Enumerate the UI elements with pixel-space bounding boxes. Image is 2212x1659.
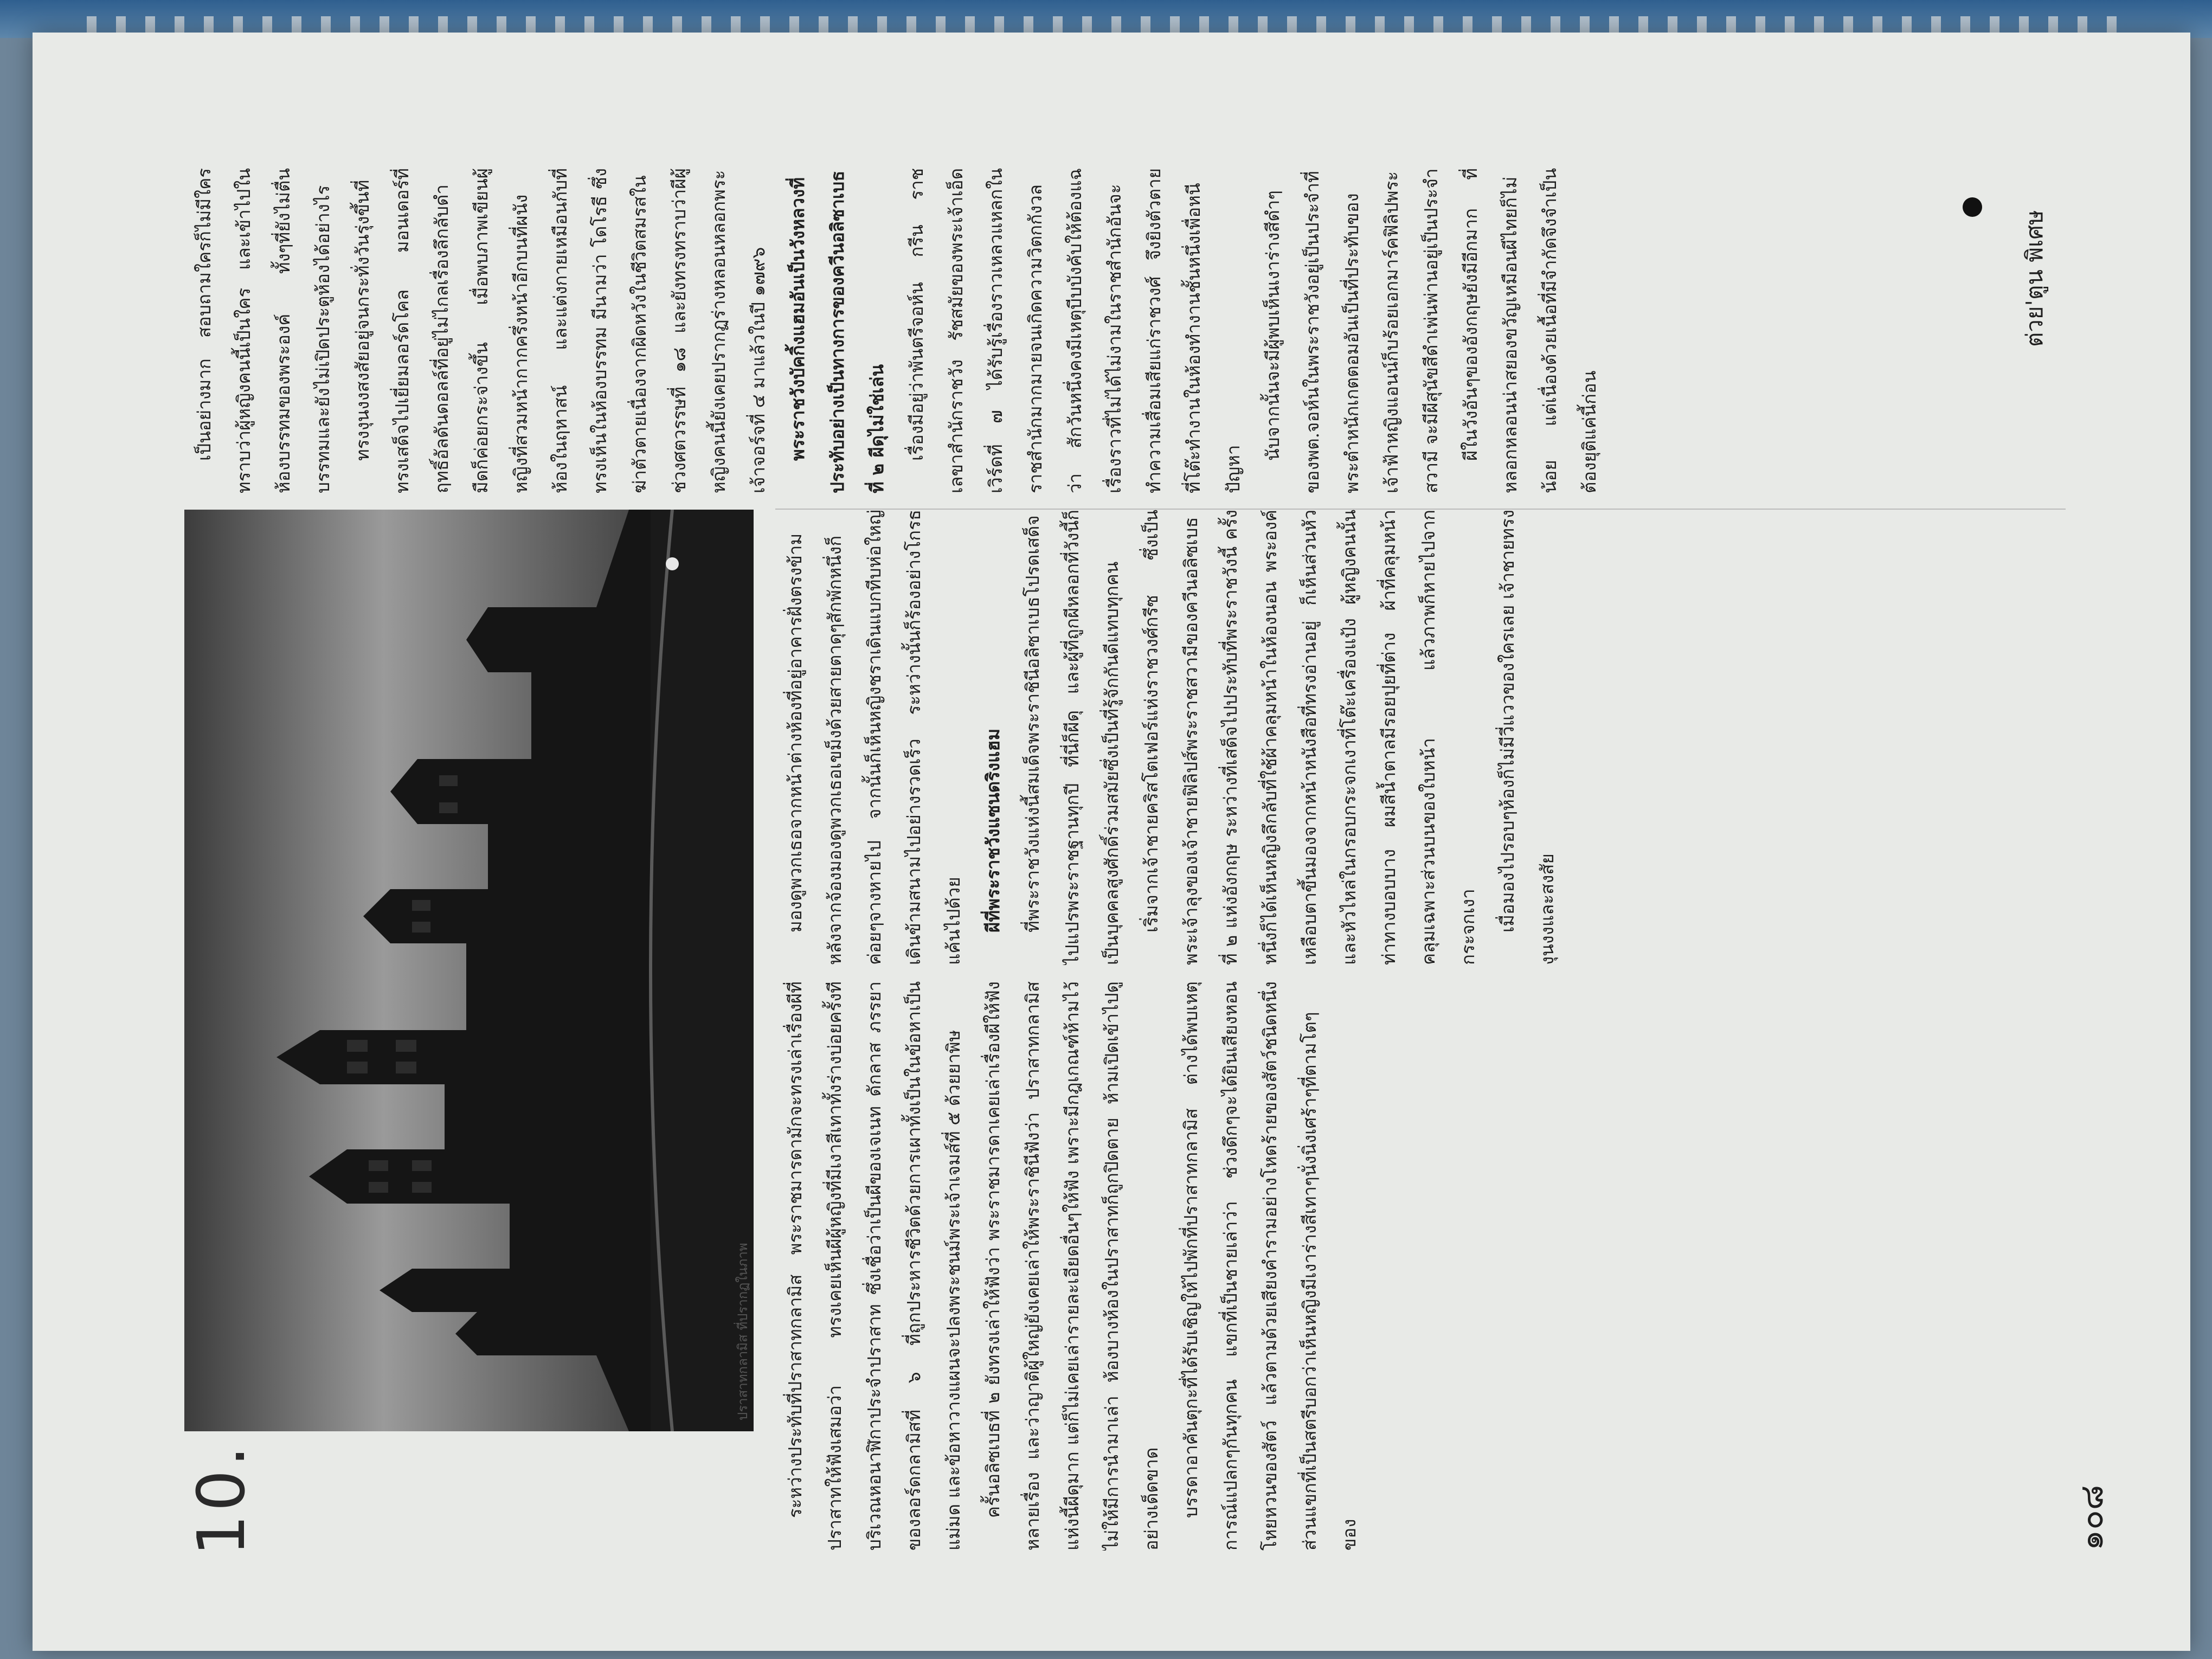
paper-sheet	[33, 33, 2190, 1651]
col3-paragraph-3: เรื่องมีอยู่ว่าพันตรีจอห์น กรีน ราชเลขาสำนักราชวัง รัชสมัยของพระเจ้าเอ็ดเวิร์ดที่ ๗ ได้รับรู้เรื่องราวเหลวแหลกในราชสำนักมากมายจนเกิดความวิตกกังวลว่า สักวันหนึ่งคงมีเหตุบีบบังคับให้ต้องแฉเรื่องราวที่ไม่ได้ไม่งามในราชสำนักอันจะทำความเสื่อมเสียแก่ราชวงศ์ จึงยิงตัวตายที่โต๊ะทำงานในห้องทำงานชั้นหนึ่งเพื่อหนีปัญหา	[906, 168, 1244, 493]
photo-caption: ปราสาทกลามิส ที่ปรากฏในภาพ	[735, 1243, 750, 1420]
col2-paragraph-3: เริ่มจากเจ้าชายคริสโตเฟอร์แห่งราชวงศ์กรีซ ซึ่งเป็นพระเจ้าลุงของเจ้าชายฟิลิปส์พระราชสวามีของควีนอลิซเบธที่ ๒ แห่งอังกฤษ ระหว่างที่เสด็จไปประทับที่พระราชวังนี้ ครั้งหนึ่งก็ได้เห็นหญิงลึกลับที่ใช้ผ้าคลุมหน้าในห้องนอน พระองค์เหลือบตาขึ้นมองจากหน้าหนังสือที่ทรงอ่านอยู่ ก็เห็นส่วนหัวและหัวไหล่ในกรอบกระจกเงาที่โต๊ะเครื่องแป้ง ผู้หญิงคนนั้นท่าทางบอบบาง ผมสีน้ำตาลมีรอยปุยที่ต่าง ผ้าที่คลุมหน้าคลุมเฉพาะส่วนบนของใบหน้า แล้วภาพก็หายไปจากกระจกเงา	[1141, 510, 1478, 965]
author-credit: ต่วย'ตูน พิเศษ	[2021, 210, 2048, 347]
col3-paragraph-5: ผีในวังอันๆของอังกฤษยังมีอีกมาก ที่หลอกหลอนน่าสยองขวัญเหมือนผีไทยก็ไม่น้อย แต่เนื่องด้วยเนื้อที่มีจำกัดจึงจำเป็นต้องยุติแค่นี้ก่อน	[1460, 168, 1600, 493]
col3-subheading: พระราชวังบัคกิ้งแฮมอันเป็นวังหลวงที่ประทับอย่างเป็นทางการของควีนอลิซาเบธที่ ๒ ผีดุไม่ใช่เล่น	[787, 170, 888, 493]
col1-paragraph-3: บรรดาอาคันตุกะที่ได้รับเชิญให้ไปพักที่ปราสาทกลามิส ต่างได้พบเหตุการณ์แปลกๆกันทุกคน แขกที่เป็นชายเล่าว่า ช่วงดึกๆจะได้ยินเสียงหอนโหยหวนของสัตว์ แล้วตามด้วยเสียงคำรามอย่างโหดร้ายของสัตว์ชนิดหนึ่ง ส่วนแขกที่เป็นสตรีบอกว่าเห็นหญิงมีเงาร่างสีเทาๆนั่งนิ่งเศร้าๆที่ตามโตๆของ	[1180, 981, 1360, 1551]
page-number: ๑๐๘	[2073, 1485, 2111, 1551]
page-label: 10.	[184, 1443, 260, 1556]
text-column-3	[184, 168, 2044, 493]
col1-paragraph-1: ระหว่างประทับที่ปราสาทกลามิส พระราชมารดามักจะทรงเล่าเรื่องผีที่ปราสาทให้ฟังเสมอว่า ทรงเคยเห็นผีผู้หญิงที่มีเงาสีเทาทั้งร่างบ่อยครั้งทีบริเวณหอนาฬิกาประจำปราสาท ซึ่งเชื่อว่าเป็นผีของเจเนท ดักลาส ภรรยาของลอร์ดกลามิสที่ ๖ ที่ถูกประหารชีวิตด้วยการเผาทั้งเป็นในข้อหาเป็นแม่มด และข้อหาวางแผนจะปลงพระชนม์พระเจ้าเจมส์ที่ ๕ ด้วยยาพิษ	[785, 981, 964, 1551]
col3-paragraph-2: ทรงงุนงงสงสัยอยู่จนกระทั่งวันรุ่งขึ้นที่ทรงเสด็จไปเยี่ยมลอร์ดโคล มอนเดอร์ที่ฤทธิ์อัลดันดอลล์ที่อยู่ไม่ไกลเรื่องลึกลับดำมืดก็ค่อยกระจ่างขึ้น เมื่อพบภาพเขียนผู้หญิงที่สวมหน้ากากครึ่งหน้าอีกบนที่ผนังห้องในฤหาสน์ และแต่งกายเหมือนกับที่ทรงเห็นในห้องบรรทม มีนามว่า โดโรธี ซึ่งฆ่าตัวตายเนื่องจากผิดหวังในชีวิตสมรสในช่วงศตวรรษที่ ๑๘ และยังทรงทราบว่าผีผู้หญิงคนนี้ยังเคยปรากฏร่างหลอนหลอกพระเจ้าจอร์จที่ ๔ มาแล้วในปี ๑๗๙๖	[352, 168, 769, 493]
col2-subheading: ผีที่พระราชวังแซนดริงแฮม	[982, 728, 1004, 933]
col3-paragraph-4: นับจากนั้นจะมีผู้พบเห็นเงาร่างสีดำๆของพต.จอห์นในพระราชวังอยู่เป็นประจำที่พระตำหนักเกตตอมอันเป็นที่ประทับของเจ้าฟ้าหญิงแอนน์ก็บร้อยเอกมาร์คฟิลิปพระสวามี จะมีผีสุนัขสีดำเพ่นพ่านอยู่เป็นประจำ	[1262, 168, 1442, 493]
col3-paragraph-1: เป็นอย่างมาก สอบถามใครก็ไม่มีใครทราบว่าผู้หญิงคนนี้เป็นใคร และเข้าไปในห้องบรรทมของพระองค์ ทั้งๆที่ยังไม่ตื่นบรรทมและยังไม่เปิดประตูห้องได้อย่างไร	[194, 168, 333, 493]
end-bullet	[1963, 197, 1982, 217]
binder-holes	[87, 16, 2125, 33]
text-column-1	[775, 981, 2066, 1551]
castle-silhouette	[184, 510, 754, 1431]
col2-paragraph-1: มองดูพวกเธอจากหน้าต่างห้องที่อยู่อาคารฝั่งตรงข้าม หลังจากจ้องมองดูพวกเธอเขม็งด้วยสายตาดุๆสักพักหนึ่งก็ค่อยๆจางหายไป จากนั้นก็เห็นหญิงชราเดินแบกทีบห่อใหญ่เดินข้ามสนามไปอย่างรวดเร็ว ระหว่างนั้นก็ร้องอย่างโกรธแค้นไปด้วย	[785, 510, 964, 965]
col2-paragraph-4: เมื่อมองไปรอบๆห้องก็ไม่มีวี่แววของใครเลย เจ้าชายทรงงุนงงและสงสัย	[1497, 510, 1558, 965]
text-column-2	[775, 510, 2066, 965]
col1-paragraph-2: ครั้นอลิซเบธที่ ๒ ยังทรงเล่าให้ฟังว่า พระราชมารดาเคยเล่าเรื่องผีให้ฟังหลายเรื่อง และว่าญาติผู้ใหญ่ยังเคยเล่าให้พระราชินีฟังว่า ปราสาทกลามิสแห่งนี้ผีดุมาก แต่ก็ไม่เคยเล่ารายละเอียดอื่นๆให้ฟัง เพราะมีกฎเกณฑ์ห้ามไว้ไม่ให้มีการนำมาเล่า ห้องบางห้องในปราสาทก็ถูกปิดตาย ห้ามเปิดเข้าไปดูอย่างเด็ดขาด	[982, 981, 1162, 1551]
rotated-page	[163, 146, 2125, 1572]
col2-paragraph-2: ที่พระราชวังแห่งนี้สมเด็จพระราชินีอลิซาเบธโปรดเสด็จไปแปรพระราชฐานทุกปี ที่นี่ก็ผีดุ และผู้ที่ถูกผีหลอกที่วังนี้ก็เป็นบุคคลสูงศักดิ์ร่วมสมัยซึ่งเป็นที่รู้จักกันดีแทบทุกคน	[1022, 510, 1122, 965]
castle-photo	[184, 510, 754, 1431]
